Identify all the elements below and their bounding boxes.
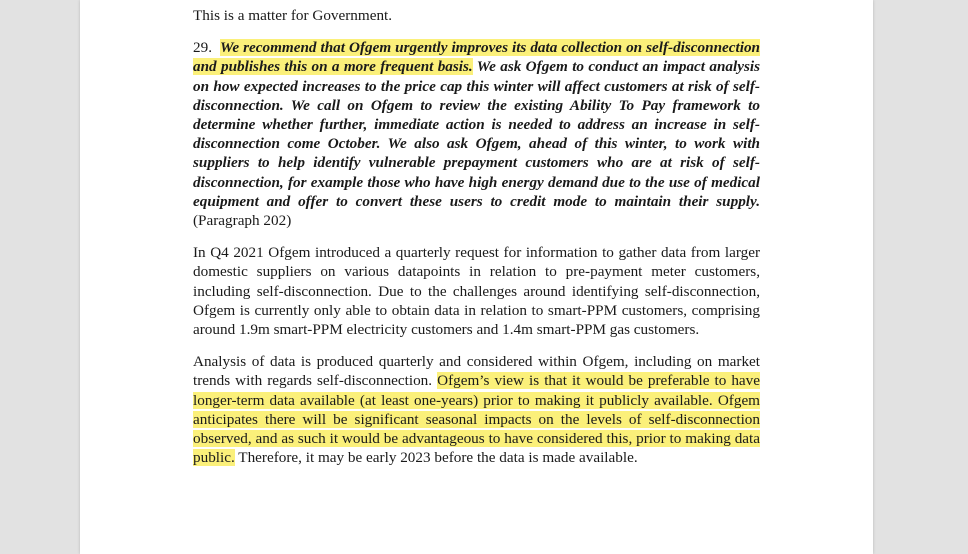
paragraph-government (193, 6, 760, 25)
paragraph-text-post: Therefore, it may be early 2023 before the data is made available. (234, 449, 638, 467)
paragraph-q4-2021 (193, 243, 760, 339)
recommendation-number: 29. (193, 39, 212, 57)
document-page (80, 0, 873, 554)
recommendation-text: We ask Ofgem to conduct an impact analysis on how expected increases to the price cap this winter will affect customers at risk of self-disconnection. We call on Ofgem to review the existing Ability To Pay framework to determine whether further, immediate action is needed to address an increase in self-disconnection come October. We also ask Ofgem, ahead of this winter, to work with suppliers to help identify vulnerable prepayment customers who are at risk of self-disconnection, for example those who have high energy demand due to the use of medical equipment and offer to convert these users to credit mode to maintain their supply. (193, 58, 760, 210)
highlighted-text[interactable]: Ofgem’s view is that it would be preferable to have longer-term data available (at least one-years) prior to making it publicly available. Ofgem anticipates there will be significant seasonal impacts on the levels of self-disconnection observed, and as such it would be advantageous to have considered this, prior to making data public. (193, 372, 761, 467)
paragraph-text: This is a matter for Government. (193, 7, 393, 24)
recommendation-29 (193, 38, 760, 230)
paragraph-text-pre: Analysis of data is produced quarterly and considered within Ofgem, including on market trends with regards self-disconnection. (193, 353, 760, 390)
paragraph-text: In Q4 2021 Ofgem introduced a quarterly request for information to gather data from larger domestic suppliers on various datapoints in relation to pre-payment meter customers, including self-disconnection. Due to the challenges around identifying self-disconnection, Ofgem is currently only able to obtain data in relation to smart-PPM customers, comprising around 1.9m smart-PPM electricity customers and 1.4m smart-PPM gas customers. (193, 244, 760, 339)
paragraph-reference: (Paragraph 202) (193, 212, 292, 230)
document-body (193, 6, 760, 480)
paragraph-analysis (193, 352, 760, 467)
highlighted-recommendation[interactable]: We recommend that Ofgem urgently improves its data collection on self-disconnection and publishes this on a more frequent basis. (193, 39, 761, 76)
